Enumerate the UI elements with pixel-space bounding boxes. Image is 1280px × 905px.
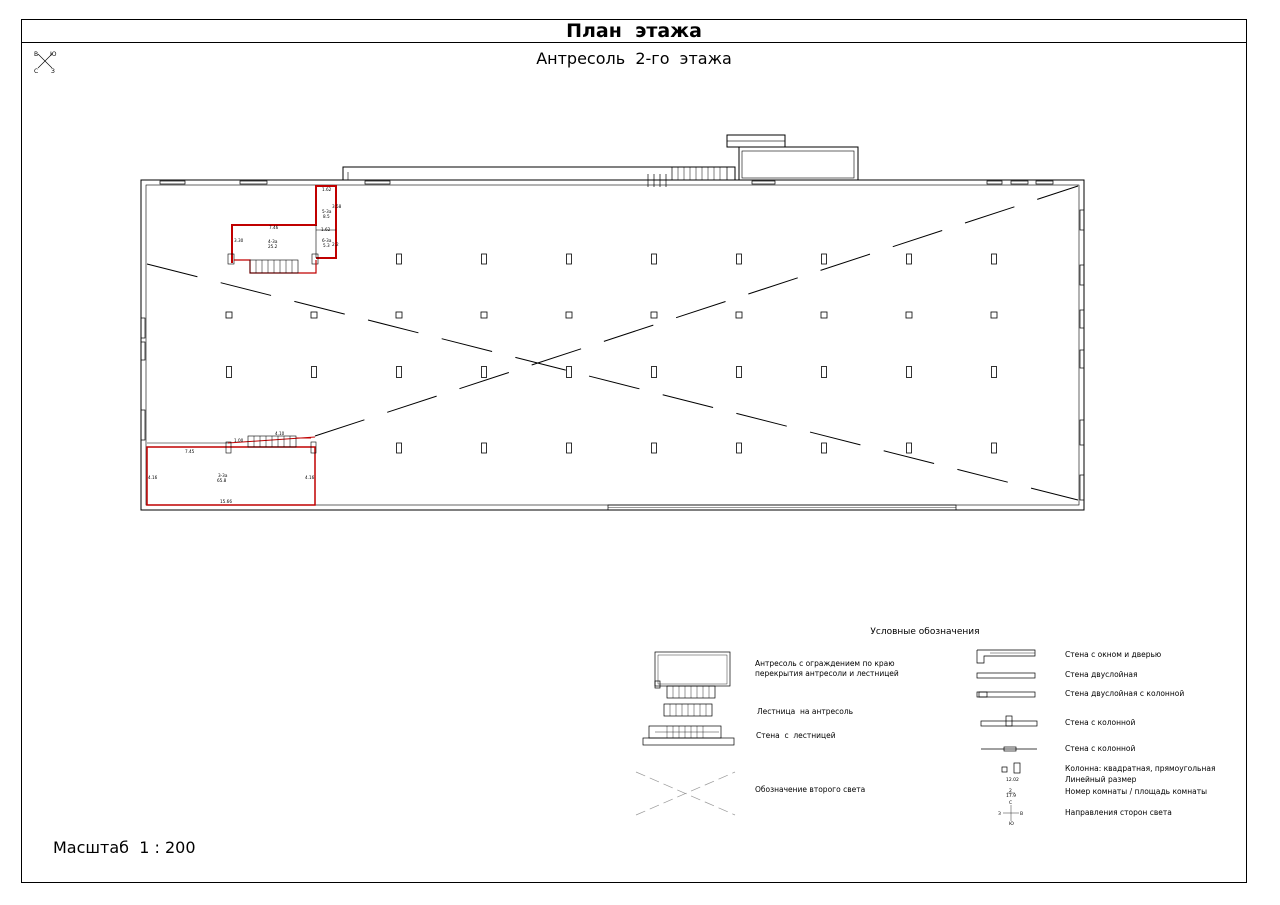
legend-dim-sample: 12.02 xyxy=(1006,778,1019,783)
legend-item-compass: Направления сторон света xyxy=(1065,808,1172,817)
compass-se: З xyxy=(51,68,55,75)
legend-item-double-wall: Стена двуслойная xyxy=(1065,670,1138,679)
legend-compass-w: З xyxy=(998,812,1001,817)
room-5-number: 5-3a xyxy=(322,209,332,214)
dim-lower-stair: 1.00 xyxy=(234,438,244,443)
legend-item-double-wall-column: Стена двуслойная с колонной xyxy=(1065,689,1185,698)
compass-sw: С xyxy=(34,68,39,75)
dim-stair: 4.10 xyxy=(275,431,285,436)
dim-main-left: 3.30 xyxy=(234,238,244,243)
legend-compass-e: В xyxy=(1020,812,1024,817)
legend-compass-n: С xyxy=(1009,801,1013,806)
dim-lower-right: 4.16 xyxy=(305,475,315,480)
room-3-number: 3-3a xyxy=(218,473,228,478)
legend-item-columns: Колонна: квадратная, прямоугольная xyxy=(1065,764,1216,773)
room-5-area: 8.5 xyxy=(323,214,330,219)
dim-lower-left: 4.16 xyxy=(148,475,158,480)
legend-item-dimension: Линейный размер xyxy=(1065,775,1137,784)
room-3-area: 65.8 xyxy=(217,478,227,483)
dim-lower-bottom: 15.66 xyxy=(220,499,232,504)
dim-lower-top: 7.45 xyxy=(185,449,195,454)
legend-item-mezzanine: Антресоль с ограждением по краю перекрытия антресоли и лестницей xyxy=(755,659,899,678)
page-title: План этажа xyxy=(566,20,702,42)
dim-upper-mid: 1.62 xyxy=(321,227,331,232)
legend-compass-s: Ю xyxy=(1009,822,1014,827)
legend-room-sample-area: 17.9 xyxy=(1006,794,1017,799)
dim-upper-right: 2.2 xyxy=(332,242,339,247)
legend-item-second-light: Обозначение второго света xyxy=(755,785,866,794)
dim-upper-top: 1.62 xyxy=(322,187,332,192)
compass-ne: Ю xyxy=(50,51,57,58)
compass-nw: В xyxy=(34,51,39,58)
legend-item-wall-column-1: Стена с колонной xyxy=(1065,718,1136,727)
legend-item-wall-column-2: Стена с колонной xyxy=(1065,744,1136,753)
room-4-number: 4-3a xyxy=(268,239,278,244)
room-6-area: 5.3 xyxy=(323,243,330,248)
legend-title: Условные обозначения xyxy=(870,627,980,637)
dim-upper-side: 3.58 xyxy=(332,204,342,209)
legend-item-room-number: Номер комнаты / площадь комнаты xyxy=(1065,787,1208,796)
legend-item-wall-stair: Стена с лестницей xyxy=(756,731,836,740)
dim-main-top: 7.46 xyxy=(269,225,279,230)
legend-room-sample-no: 2 xyxy=(1009,789,1012,794)
legend-item-stair: Лестница на антресоль xyxy=(757,707,854,716)
room-6-number: 6-3a xyxy=(322,238,332,243)
room-4-area: 25.2 xyxy=(268,244,278,249)
page-subtitle: Антресоль 2-го этажа xyxy=(536,49,732,68)
scale-label: Масштаб 1 : 200 xyxy=(53,838,196,857)
legend-item-window-door: Стена с окном и дверью xyxy=(1065,650,1162,659)
